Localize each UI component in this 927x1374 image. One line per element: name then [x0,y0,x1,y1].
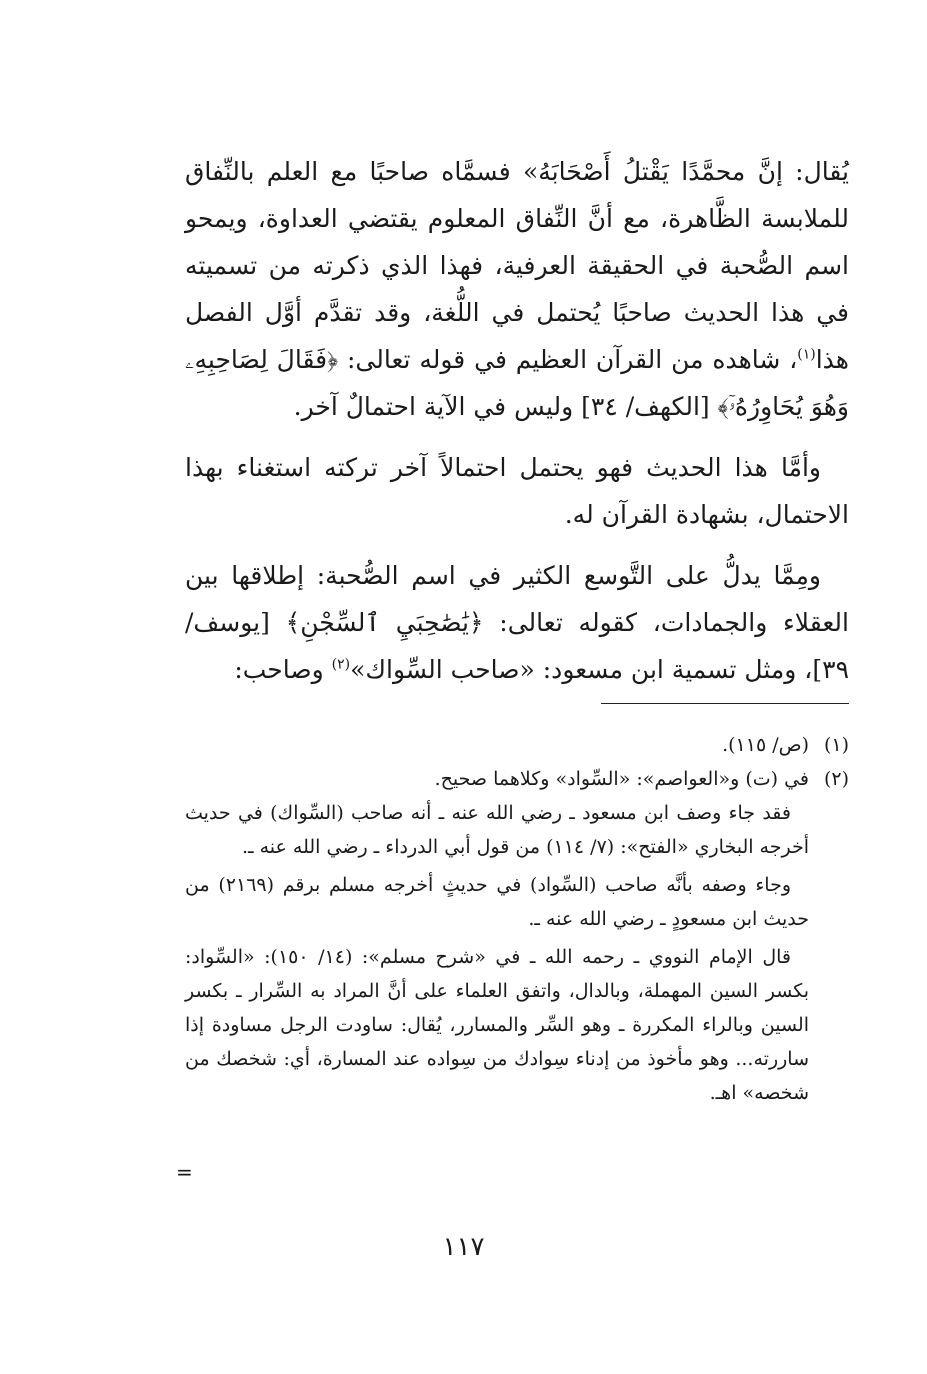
main-text-block [185,148,849,707]
continuation-mark: = [176,1160,193,1184]
footnote-2 [185,762,849,796]
page-number: ١١٧ [442,1232,485,1262]
paragraph-1-text: يُقال: إنَّ محمَّدًا يَقْتلُ أَصْحَابَهُ» فسمَّاه صاحبًا مع العلم بالنِّفاق للملابسة الظَّاهرة، مع أنَّ النِّفاق المعلوم يقتضي العداوة، ويمحو اسم الصُّحبة في الحقيقة العرفية، فهذا الذي ذكرته من تسميته في هذا الحديث صاحبًا يُحتمل في اللُّغة، وقد تقدَّم أوَّل الفصل هذا [185,157,849,374]
footnote-2-paragraph-1: فقد جاء وصف ابن مسعود ـ رضي الله عنه ـ أنه صاحب (السِّواك) في حديث أخرجه البخاري «الفتح»: (٧/ ١١٤) من قول أبي الدرداء ـ رضي الله عنه ـ. [185,802,809,858]
paragraph-3-text: ومِمَّا يدلُّ على التَّوسع الكثير في اسم الصُّحبة: إطلاقها بين العقلاء والجمادات، كقوله تعالى: ﴿يَٰصَٰحِبَيِ ٱلسِّجْنِ﴾ [يوسف/ ٣٩]، ومثل تسمية ابن مسعود: «صاحب السِّواك» [185,561,849,684]
footnote-1-text: (ص/ ١١٥). [722,734,809,756]
footnote-2-paragraph-3: قال الإمام النووي ـ رحمه الله ـ في «شرح مسلم»: (١٤/ ١٥٠): «السِّواد: بكسر السين المهملة، وبالدال، واتفق العلماء على أنَّ المراد به السِّرار ـ بكسر السين وبالراء المكررة ـ وهو السِّر والمسارر، يُقال: ساودت الرجل مساودة إذا ساررته... وهو مأخوذ من إدناء سِوادك من سِواده عند المسارة، أي: شخصك من شخصه» اهـ. [185,946,809,1104]
paragraph-1-tail: ، شاهده من القرآن العظيم في قوله تعالى: ﴿فَقَالَ لِصَاحِبِهِۦ وَهُوَ يُحَاوِرُهُۥٓ﴾ [الكهف/ ٣٤] وليس في الآية احتمالٌ آخر. [185,345,849,421]
footnote-2-number: (٢) [823,768,849,790]
paragraph-3-tail: وصاحب: [234,655,332,684]
footnote-2-paragraph-2: وجاء وصفه بأنَّه صاحب (السِّواد) في حديثٍ أخرجه مسلم برقم (٢١٦٩) من حديث ابن مسعودٍ ـ رضي الله عنه ـ. [185,874,809,930]
main-paragraph-2: وأمَّا هذا الحديث فهو يحتمل احتمالاً آخر تركته استغناء بهذا الاحتمال، بشهادة القرآن له. [185,453,849,529]
main-paragraph-3 [185,552,849,693]
footnote-2-text: في (ت) و«العواصم»: «السِّواد» وكلاهما صحيح. [434,768,809,790]
footnote-2-body [185,796,809,1110]
footnote-ref-2[interactable]: (٢) [331,656,351,673]
footnote-1-number: (١) [823,734,849,756]
footnote-ref-1[interactable]: (١) [797,346,816,363]
main-paragraph-1 [185,148,849,430]
footnote-divider [601,703,849,704]
footnotes-block [185,728,849,1114]
footnote-1 [185,728,849,762]
